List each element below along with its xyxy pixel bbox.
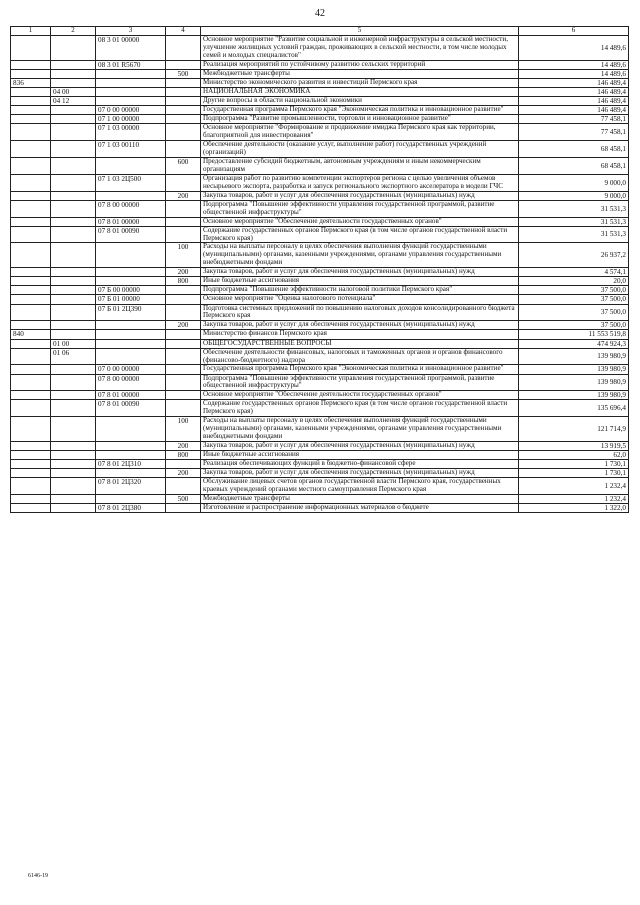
- expense-type-cell: [166, 365, 201, 374]
- expense-type-cell: 100: [166, 243, 201, 268]
- expense-type-cell: [166, 304, 201, 321]
- ministry-code-cell: [11, 96, 51, 105]
- target-article-cell: [96, 451, 166, 460]
- ministry-code-cell: [11, 157, 51, 174]
- expense-type-cell: [166, 60, 201, 69]
- expense-type-cell: [166, 295, 201, 304]
- expense-type-cell: [166, 330, 201, 339]
- ministry-code-cell: [11, 339, 51, 348]
- section-code-cell: [51, 217, 96, 226]
- section-code-cell: [51, 191, 96, 200]
- table-row: [11, 226, 629, 243]
- table-header-row: [11, 27, 629, 36]
- target-article-cell: 07 8 01 00090: [96, 400, 166, 417]
- section-code-cell: [51, 35, 96, 60]
- section-code-cell: [51, 451, 96, 460]
- expense-type-cell: [166, 400, 201, 417]
- table-row: [11, 417, 629, 442]
- amount-cell: 37 500,0: [519, 321, 629, 330]
- section-code-cell: [51, 243, 96, 268]
- section-code-cell: [51, 478, 96, 495]
- amount-cell: 1 232,4: [519, 478, 629, 495]
- ministry-code-cell: [11, 60, 51, 69]
- section-code-cell: [51, 115, 96, 124]
- target-article-cell: [96, 87, 166, 96]
- section-code-cell: [51, 174, 96, 191]
- expense-type-cell: [166, 105, 201, 114]
- target-article-cell: [96, 442, 166, 451]
- amount-cell: 9 000,0: [519, 174, 629, 191]
- description-cell: Обслуживание лицевых счетов органов государственной власти Пермского края, государственных краевых учреждений органами местного самоуправления Пермского края: [201, 478, 519, 495]
- ministry-code-cell: [11, 87, 51, 96]
- description-cell: Министерство экономического развития и инвестиций Пермского края: [201, 78, 519, 87]
- section-code-cell: [51, 200, 96, 217]
- description-cell: Основное мероприятие "Развитие социальной и инженерной инфраструктуры в сельской местности, улучшение жилищных условий граждан, проживающих в сельской местности, в том числе молодых семей и молодых специалистов": [201, 35, 519, 60]
- table-row: [11, 304, 629, 321]
- table-row: [11, 35, 629, 60]
- table-row: [11, 78, 629, 87]
- section-code-cell: [51, 286, 96, 295]
- expense-type-cell: [166, 87, 201, 96]
- section-code-cell: 04 12: [51, 96, 96, 105]
- column-header: 3: [96, 27, 166, 36]
- description-cell: Подпрограмма "Повышение эффективности управления государственной программой, развитие общественной инфраструктуры": [201, 200, 519, 217]
- target-article-cell: [96, 191, 166, 200]
- expense-type-cell: [166, 226, 201, 243]
- amount-cell: 9 000,0: [519, 191, 629, 200]
- table-row: [11, 286, 629, 295]
- amount-cell: 31 531,3: [519, 200, 629, 217]
- target-article-cell: [96, 339, 166, 348]
- table-row: [11, 460, 629, 469]
- target-article-cell: 07 0 00 00000: [96, 365, 166, 374]
- target-article-cell: 07 Б 01 2Ц390: [96, 304, 166, 321]
- target-article-cell: 07 1 03 00110: [96, 140, 166, 157]
- table-row: [11, 191, 629, 200]
- table-row: [11, 105, 629, 114]
- amount-cell: 37 500,0: [519, 304, 629, 321]
- section-code-cell: [51, 140, 96, 157]
- amount-cell: 68 458,1: [519, 157, 629, 174]
- amount-cell: 1 232,4: [519, 495, 629, 504]
- target-article-cell: 07 1 03 00000: [96, 124, 166, 141]
- table-row: [11, 469, 629, 478]
- section-code-cell: [51, 417, 96, 442]
- ministry-code-cell: [11, 295, 51, 304]
- target-article-cell: [96, 157, 166, 174]
- expense-type-cell: [166, 124, 201, 141]
- expense-type-cell: 200: [166, 442, 201, 451]
- amount-cell: 139 980,9: [519, 391, 629, 400]
- expense-type-cell: [166, 339, 201, 348]
- description-cell: Расходы на выплаты персоналу в целях обеспечения выполнения функций государственными (муниципальными) органами, казенными учреждениями, органами управления государственными внебюджетными фондами: [201, 243, 519, 268]
- table-row: [11, 442, 629, 451]
- ministry-code-cell: [11, 191, 51, 200]
- target-article-cell: [96, 330, 166, 339]
- column-header: 6: [519, 27, 629, 36]
- table-row: [11, 295, 629, 304]
- target-article-cell: 08 3 01 R5670: [96, 60, 166, 69]
- ministry-code-cell: [11, 460, 51, 469]
- amount-cell: 31 531,3: [519, 217, 629, 226]
- target-article-cell: 07 1 03 2Ц500: [96, 174, 166, 191]
- ministry-code-cell: [11, 35, 51, 60]
- ministry-code-cell: [11, 451, 51, 460]
- ministry-code-cell: [11, 348, 51, 365]
- expense-type-cell: 500: [166, 69, 201, 78]
- section-code-cell: [51, 442, 96, 451]
- section-code-cell: [51, 374, 96, 391]
- target-article-cell: [96, 469, 166, 478]
- ministry-code-cell: [11, 226, 51, 243]
- target-article-cell: [96, 78, 166, 87]
- amount-cell: 62,0: [519, 451, 629, 460]
- column-header: 4: [166, 27, 201, 36]
- description-cell: Закупка товаров, работ и услуг для обеспечения государственных (муниципальных) нужд: [201, 268, 519, 277]
- table-row: [11, 140, 629, 157]
- section-code-cell: 01 00: [51, 339, 96, 348]
- description-cell: Подпрограмма "Повышение эффективности управления государственной программой, развитие общественной инфраструктуры": [201, 374, 519, 391]
- target-article-cell: 07 8 00 00000: [96, 200, 166, 217]
- amount-cell: 13 919,5: [519, 442, 629, 451]
- target-article-cell: [96, 417, 166, 442]
- table-row: [11, 174, 629, 191]
- expense-type-cell: [166, 374, 201, 391]
- section-code-cell: [51, 277, 96, 286]
- table-row: [11, 60, 629, 69]
- amount-cell: 20,0: [519, 277, 629, 286]
- table-row: [11, 451, 629, 460]
- target-article-cell: 07 8 01 2Ц380: [96, 504, 166, 513]
- description-cell: Изготовление и распространение информационных материалов о бюджете: [201, 504, 519, 513]
- ministry-code-cell: [11, 478, 51, 495]
- ministry-code-cell: [11, 400, 51, 417]
- expense-type-cell: [166, 115, 201, 124]
- amount-cell: 14 489,6: [519, 35, 629, 60]
- ministry-code-cell: [11, 174, 51, 191]
- section-code-cell: [51, 78, 96, 87]
- description-cell: Министерство финансов Пермского края: [201, 330, 519, 339]
- section-code-cell: [51, 157, 96, 174]
- section-code-cell: 04 00: [51, 87, 96, 96]
- description-cell: Закупка товаров, работ и услуг для обеспечения государственных (муниципальных) нужд: [201, 321, 519, 330]
- ministry-code-cell: [11, 217, 51, 226]
- description-cell: Подпрограмма "Повышение эффективности налоговой политики Пермского края": [201, 286, 519, 295]
- ministry-code-cell: [11, 268, 51, 277]
- table-row: [11, 115, 629, 124]
- target-article-cell: [96, 96, 166, 105]
- table-row: [11, 365, 629, 374]
- expense-type-cell: [166, 286, 201, 295]
- description-cell: Иные бюджетные ассигнования: [201, 277, 519, 286]
- table-row: [11, 374, 629, 391]
- description-cell: Обеспечение деятельности финансовых, налоговых и таможенных органов и органов финансового (финансово-бюджетного) надзора: [201, 348, 519, 365]
- table-row: [11, 321, 629, 330]
- expense-type-cell: [166, 504, 201, 513]
- table-row: [11, 478, 629, 495]
- description-cell: Основное мероприятие "Обеспечение деятельности государственных органов": [201, 217, 519, 226]
- ministry-code-cell: [11, 304, 51, 321]
- description-cell: Закупка товаров, работ и услуг для обеспечения государственных (муниципальных) нужд: [201, 442, 519, 451]
- section-code-cell: [51, 391, 96, 400]
- description-cell: Обеспечение деятельности (оказание услуг, выполнение работ) государственных учреждений (организаций): [201, 140, 519, 157]
- expense-type-cell: [166, 140, 201, 157]
- amount-cell: 14 489,6: [519, 69, 629, 78]
- section-code-cell: [51, 495, 96, 504]
- amount-cell: 135 696,4: [519, 400, 629, 417]
- target-article-cell: 07 8 01 00090: [96, 226, 166, 243]
- target-article-cell: 07 8 01 2Ц310: [96, 460, 166, 469]
- section-code-cell: [51, 60, 96, 69]
- target-article-cell: 07 0 00 00000: [96, 105, 166, 114]
- amount-cell: 139 980,9: [519, 374, 629, 391]
- amount-cell: 37 500,0: [519, 295, 629, 304]
- description-cell: Содержание государственных органов Пермского края (в том числе органов государственной власти Пермского края): [201, 400, 519, 417]
- ministry-code-cell: [11, 469, 51, 478]
- expense-type-cell: [166, 478, 201, 495]
- amount-cell: 4 574,1: [519, 268, 629, 277]
- table-row: [11, 400, 629, 417]
- amount-cell: 1 730,1: [519, 460, 629, 469]
- target-article-cell: 07 8 01 00000: [96, 217, 166, 226]
- description-cell: Основное мероприятие "Обеспечение деятельности государственных органов": [201, 391, 519, 400]
- amount-cell: 31 531,3: [519, 226, 629, 243]
- section-code-cell: 01 06: [51, 348, 96, 365]
- description-cell: Подпрограмма "Развитие промышленности, торговли и инновационное развитие": [201, 115, 519, 124]
- section-code-cell: [51, 321, 96, 330]
- section-code-cell: [51, 268, 96, 277]
- table-row: [11, 87, 629, 96]
- description-cell: НАЦИОНАЛЬНАЯ ЭКОНОМИКА: [201, 87, 519, 96]
- expense-type-cell: [166, 35, 201, 60]
- description-cell: Государственная программа Пермского края "Экономическая политика и инновационное развитие": [201, 105, 519, 114]
- expense-type-cell: [166, 460, 201, 469]
- table-row: [11, 69, 629, 78]
- table-row: [11, 243, 629, 268]
- description-cell: Иные бюджетные ассигнования: [201, 451, 519, 460]
- table-row: [11, 277, 629, 286]
- table-row: [11, 200, 629, 217]
- ministry-code-cell: [11, 286, 51, 295]
- ministry-code-cell: 836: [11, 78, 51, 87]
- target-article-cell: 08 3 01 00000: [96, 35, 166, 60]
- expense-type-cell: [166, 78, 201, 87]
- amount-cell: 11 553 519,8: [519, 330, 629, 339]
- ministry-code-cell: [11, 495, 51, 504]
- section-code-cell: [51, 105, 96, 114]
- amount-cell: 37 500,0: [519, 286, 629, 295]
- section-code-cell: [51, 400, 96, 417]
- description-cell: Закупка товаров, работ и услуг для обеспечения государственных (муниципальных) нужд: [201, 191, 519, 200]
- expense-type-cell: [166, 391, 201, 400]
- expense-type-cell: 200: [166, 191, 201, 200]
- section-code-cell: [51, 330, 96, 339]
- description-cell: Межбюджетные трансферты: [201, 69, 519, 78]
- target-article-cell: 07 Б 00 00000: [96, 286, 166, 295]
- target-article-cell: 07 Б 01 00000: [96, 295, 166, 304]
- target-article-cell: [96, 69, 166, 78]
- ministry-code-cell: [11, 105, 51, 114]
- amount-cell: 146 489,4: [519, 105, 629, 114]
- ministry-code-cell: [11, 200, 51, 217]
- section-code-cell: [51, 365, 96, 374]
- amount-cell: 77 458,1: [519, 124, 629, 141]
- table-row: [11, 504, 629, 513]
- budget-table: [10, 26, 629, 513]
- amount-cell: 68 458,1: [519, 140, 629, 157]
- description-cell: Основное мероприятие "Формирование и продвижение имиджа Пермского края как территории, благоприятной для инвестирования": [201, 124, 519, 141]
- expense-type-cell: 800: [166, 451, 201, 460]
- amount-cell: 139 980,9: [519, 365, 629, 374]
- table-row: [11, 157, 629, 174]
- description-cell: Государственная программа Пермского края "Экономическая политика и инновационное развитие": [201, 365, 519, 374]
- amount-cell: 1 322,0: [519, 504, 629, 513]
- footer-code: 6146-19: [28, 873, 48, 879]
- table-row: [11, 330, 629, 339]
- expense-type-cell: 200: [166, 321, 201, 330]
- target-article-cell: 07 8 01 2Ц320: [96, 478, 166, 495]
- section-code-cell: [51, 226, 96, 243]
- column-header: 2: [51, 27, 96, 36]
- target-article-cell: 07 8 01 00000: [96, 391, 166, 400]
- expense-type-cell: 100: [166, 417, 201, 442]
- expense-type-cell: [166, 200, 201, 217]
- expense-type-cell: 500: [166, 495, 201, 504]
- amount-cell: 26 937,2: [519, 243, 629, 268]
- description-cell: Подготовка системных предложений по повышению налоговых доходов консолидированного бюджета Пермского края: [201, 304, 519, 321]
- table-row: [11, 96, 629, 105]
- expense-type-cell: 200: [166, 469, 201, 478]
- expense-type-cell: [166, 96, 201, 105]
- table-row: [11, 391, 629, 400]
- amount-cell: 146 489,4: [519, 96, 629, 105]
- target-article-cell: 07 1 00 00000: [96, 115, 166, 124]
- target-article-cell: [96, 277, 166, 286]
- table-row: [11, 217, 629, 226]
- description-cell: Основное мероприятие "Оценка налогового потенциала": [201, 295, 519, 304]
- description-cell: Организация работ по развитию компетенции экспортеров региона с целью увеличения объемов несырьевого экспорта, разработка и запуск регионального экспортного акселератора в модели ГЧС: [201, 174, 519, 191]
- target-article-cell: [96, 348, 166, 365]
- ministry-code-cell: [11, 504, 51, 513]
- expense-type-cell: [166, 217, 201, 226]
- ministry-code-cell: [11, 321, 51, 330]
- section-code-cell: [51, 295, 96, 304]
- description-cell: Предоставление субсидий бюджетным, автономным учреждениям и иным некоммерческим организациям: [201, 157, 519, 174]
- description-cell: Расходы на выплаты персоналу в целях обеспечения выполнения функций государственными (муниципальными) органами, казенными учреждениями, органами управления государственными внебюджетными фондами: [201, 417, 519, 442]
- section-code-cell: [51, 469, 96, 478]
- ministry-code-cell: [11, 243, 51, 268]
- table-row: [11, 348, 629, 365]
- expense-type-cell: 200: [166, 268, 201, 277]
- description-cell: ОБЩЕГОСУДАРСТВЕННЫЕ ВОПРОСЫ: [201, 339, 519, 348]
- target-article-cell: [96, 321, 166, 330]
- description-cell: Содержание государственных органов Пермского края (в том числе органов государственной власти Пермского края): [201, 226, 519, 243]
- target-article-cell: 07 8 00 00000: [96, 374, 166, 391]
- amount-cell: 139 980,9: [519, 348, 629, 365]
- section-code-cell: [51, 124, 96, 141]
- ministry-code-cell: [11, 391, 51, 400]
- table-row: [11, 339, 629, 348]
- section-code-cell: [51, 304, 96, 321]
- column-header: 5: [201, 27, 519, 36]
- section-code-cell: [51, 69, 96, 78]
- section-code-cell: [51, 504, 96, 513]
- column-header: 1: [11, 27, 51, 36]
- ministry-code-cell: [11, 365, 51, 374]
- section-code-cell: [51, 460, 96, 469]
- expense-type-cell: 800: [166, 277, 201, 286]
- target-article-cell: [96, 268, 166, 277]
- expense-type-cell: 600: [166, 157, 201, 174]
- ministry-code-cell: [11, 69, 51, 78]
- page-number: 42: [315, 8, 325, 19]
- amount-cell: 14 489,6: [519, 60, 629, 69]
- description-cell: Межбюджетные трансферты: [201, 495, 519, 504]
- table-row: [11, 124, 629, 141]
- ministry-code-cell: [11, 417, 51, 442]
- ministry-code-cell: [11, 442, 51, 451]
- ministry-code-cell: 840: [11, 330, 51, 339]
- target-article-cell: [96, 243, 166, 268]
- target-article-cell: [96, 495, 166, 504]
- description-cell: Реализация мероприятий по устойчивому развитию сельских территорий: [201, 60, 519, 69]
- amount-cell: 146 489,4: [519, 87, 629, 96]
- description-cell: Другие вопросы в области национальной экономики: [201, 96, 519, 105]
- ministry-code-cell: [11, 140, 51, 157]
- table-row: [11, 268, 629, 277]
- amount-cell: 474 924,3: [519, 339, 629, 348]
- description-cell: Реализация обеспечивающих функций в бюджетно-финансовой сфере: [201, 460, 519, 469]
- amount-cell: 146 489,4: [519, 78, 629, 87]
- description-cell: Закупка товаров, работ и услуг для обеспечения государственных (муниципальных) нужд: [201, 469, 519, 478]
- expense-type-cell: [166, 348, 201, 365]
- expense-type-cell: [166, 174, 201, 191]
- ministry-code-cell: [11, 277, 51, 286]
- amount-cell: 1 730,1: [519, 469, 629, 478]
- amount-cell: 121 714,9: [519, 417, 629, 442]
- table-row: [11, 495, 629, 504]
- ministry-code-cell: [11, 374, 51, 391]
- amount-cell: 77 458,1: [519, 115, 629, 124]
- ministry-code-cell: [11, 115, 51, 124]
- ministry-code-cell: [11, 124, 51, 141]
